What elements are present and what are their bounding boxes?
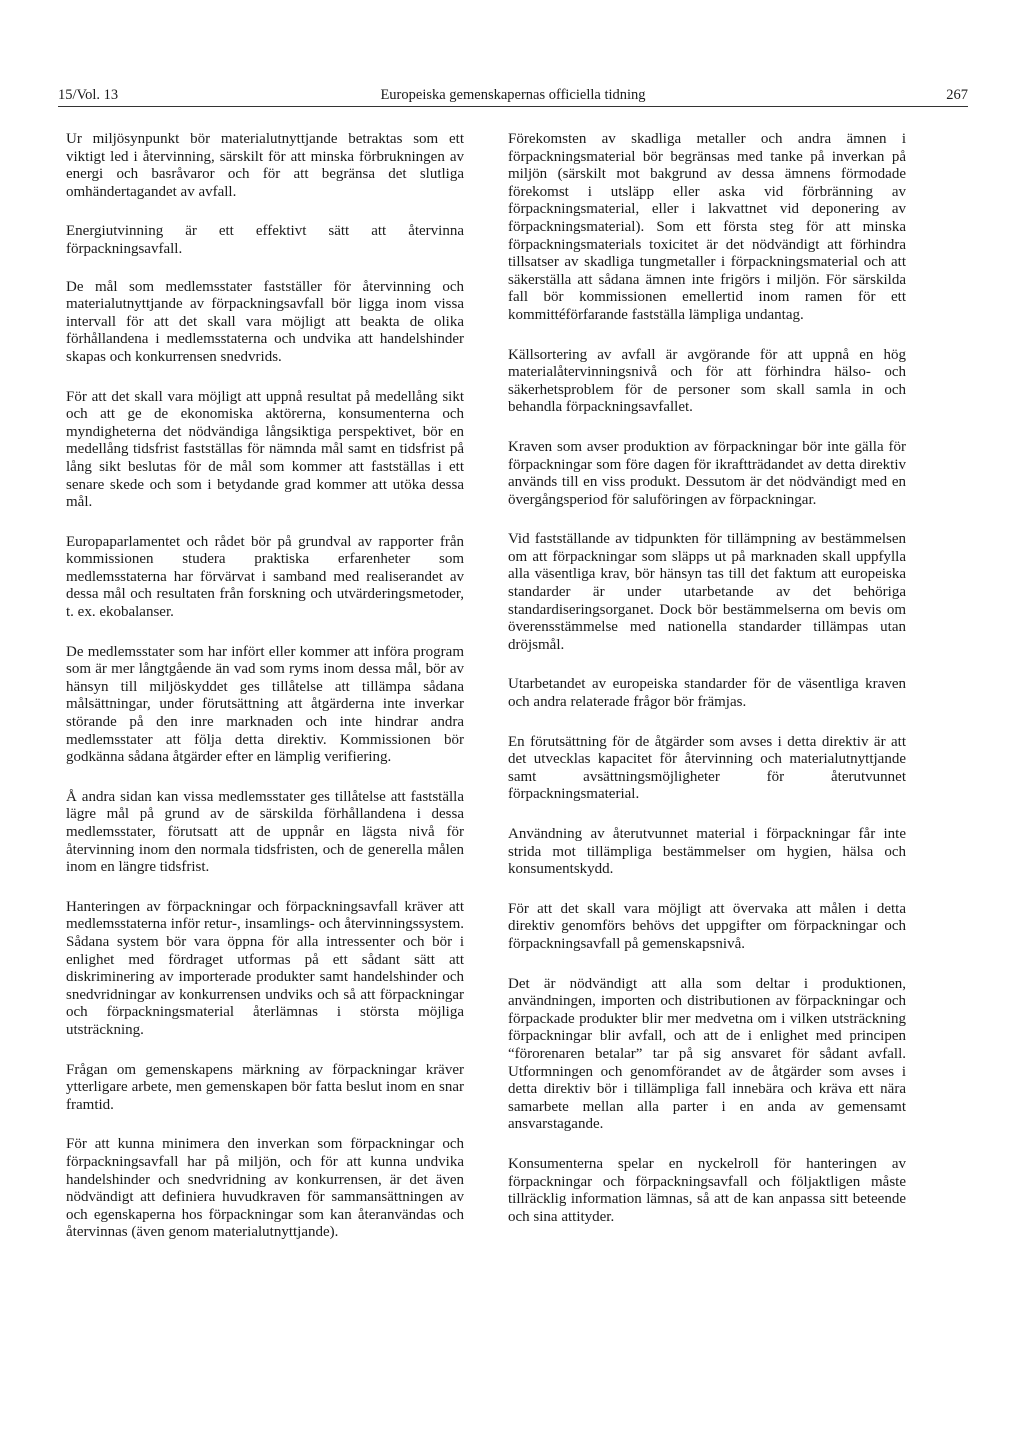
- journal-title: Europeiska gemenskapernas officiella tidning: [380, 87, 646, 103]
- paragraph: Hanteringen av förpackningar och förpackningsavfall kräver att medlemsstaterna inför retur-, insamlings- och återvinningssystem. Sådana system bör vara öppna för alla intressenter och bör i enlighet med fördraget utformas på ett sådant sätt att diskriminering av importerade produkter samt handelshinder och snedvridningar av konkurrensen undviks och så att förpackningar och förpackningsmaterial återlämnas i största möjliga utsträckning.: [66, 898, 464, 1038]
- paragraph: De mål som medlemsstater fastställer för återvinning och materialutnyttjande av förpackningsavfall bör ligga inom vissa intervall för att det skall vara möjligt att beakta de olika förhållandena i medlemsstaterna och undvika att handelshinder skapas och konkurrensen snedvrids.: [66, 278, 464, 365]
- paragraph: Förekomsten av skadliga metaller och andra ämnen i förpackningsmaterial bör begränsas med tanke på inverkan på miljön (särskilt mot bakgrund av dessa ämnens förmodade förekomst i utsläpp eller aska vid förbränning av förpackningsmaterial, eller i lakvattnet vid deponering av förpackningsmaterial). Som ett första steg för att minska förpackningsmaterials toxicitet är det nödvändigt att förhindra tillsatser av skadliga tungmetaller i förpackningsmaterial och att säkerställa att sådana ämnen inte frigörs i miljön. För särskilda fall bör kommissionen emellertid inom ramen för ett kommittéförfarande fastställa lämpliga undantag.: [508, 131, 906, 323]
- paragraph: De medlemsstater som har infört eller kommer att införa program som är mer långtgående än vad som ryms inom dessa mål, bör av hänsyn till miljöskyddet ges tillåtelse att tillämpa sådana målsättningar, under förutsättning att åtgärderna inte inverkar störande på den inre marknaden och inte hindrar andra medlemsstater att följa detta direktiv. Kommissionen bör godkänna sådana åtgärder efter en lämplig verifiering.: [66, 643, 464, 766]
- right-column: [508, 131, 906, 1248]
- paragraph: Vid fastställande av tidpunkten för tillämpning av bestämmelsen om att förpackningar som släpps ut på marknaden skall uppfylla alla väsentliga krav, bör hänsyn tas till det faktum att europeiska standarder är under utarbetande av det behöriga standardiseringsorganet. Dock bör bestämmelserna om bevis om överensstämmelse med nationella standarder tillämpas utan dröjsmål.: [508, 531, 906, 653]
- paragraph: Ur miljösynpunkt bör materialutnyttjande betraktas som ett viktigt led i återvinning, särskilt för att minska förbrukningen av energi och basråvaror och för att begränsa det slutliga omhändertagandet av avfall.: [66, 131, 464, 200]
- paragraph: Frågan om gemenskapens märkning av förpackningar kräver ytterligare arbete, men gemenskapen bör fatta beslut inom en snar framtid.: [66, 1061, 464, 1113]
- paragraph: Å andra sidan kan vissa medlemsstater ges tillåtelse att fastställa lägre mål på grund av de särskilda förhållandena i dessa medlemsstater, förutsatt att de uppnår en lägsta nivå för återvinning inom den normala tidsfristen, och de generella målen inom en längre tidsfrist.: [66, 788, 464, 876]
- paragraph: Det är nödvändigt att alla som deltar i produktionen, användningen, importen och distributionen av förpackningar och förpackade produkter blir mer medvetna om i vilken utsträckning förpackningar blir avfall, och att de i enlighet med principen “förorenaren betalar” tar på sig ansvaret för sådant avfall. Utformningen och genomförandet av de åtgärder som avses i detta direktiv bör i tillämpliga fall innebära och kräva ett nära samarbete mellan alla parter i en anda av gemensamt ansvarstagande.: [508, 975, 906, 1133]
- header-rule: [58, 106, 968, 107]
- paragraph: Användning av återutvunnet material i förpackningar får inte strida mot tillämpliga bestämmelser om hygien, hälsa och konsumentskydd.: [508, 826, 906, 878]
- page-header: [58, 86, 968, 108]
- paragraph: För att det skall vara möjligt att övervaka att målen i detta direktiv genomförs behövs det uppgifter om förpackningar och förpackningsavfall på gemenskapsnivå.: [508, 900, 906, 952]
- paragraph: Kraven som avser produktion av förpackningar bör inte gälla för förpackningar som före dagen för ikraftträdandet av detta direktiv används till en viss produkt. Dessutom är det nödvändigt med en övergångsperiod för saluföringen av förpackningar.: [508, 438, 906, 508]
- paragraph: Konsumenterna spelar en nyckelroll för hanteringen av förpackningar och förpackningsavfall och följaktligen måste tillräcklig information lämnas, så att de kan anpassa sitt beteende och sina attityder.: [508, 1155, 906, 1225]
- paragraph: För att kunna minimera den inverkan som förpackningar och förpackningsavfall har på miljön, och för att kunna undvika handelshinder och snedvridning av konkurrensen, är det även nödvändigt att definiera huvudkraven för sammansättningen av och egenskaperna hos förpackningar som kan återanvändas och återvinnas (även genom materialutnyttjande).: [66, 1136, 464, 1241]
- paragraph: Energiutvinning är ett effektivt sätt att återvinna förpackningsavfall.: [66, 223, 464, 257]
- paragraph: Källsortering av avfall är avgörande för att uppnå en hög materialåtervinningsnivå och för att förhindra hälso- och säkerhetsproblem för de personer som skall samla in och behandla förpackningsavfallet.: [508, 346, 906, 416]
- left-column: [66, 131, 464, 1264]
- paragraph: För att det skall vara möjligt att uppnå resultat på medellång sikt och att ge de ekonomiska aktörerna, konsumenterna och myndigheterna det nödvändiga långsiktiga perspektivet, bör en medellång tidsfrist fastställas för nämnda mål samt en tidsfrist på lång sikt beslutas för de mål som kommer att fastställas i ett senare skede och som i betydande grad kommer att utöka dessa mål.: [66, 388, 464, 511]
- paragraph: Europaparlamentet och rådet bör på grundval av rapporter från kommissionen studera praktiska erfarenheter som medlemsstaterna har förvärvat i samband med realiserandet av dessa mål och resultaten från forskning och utvärderingsmetoder, t. ex. ekobalanser.: [66, 533, 464, 621]
- paragraph: Utarbetandet av europeiska standarder för de väsentliga kraven och andra relaterade frågor bör främjas.: [508, 676, 906, 711]
- paragraph: En förutsättning för de åtgärder som avses i detta direktiv är att det utvecklas kapacitet för återvinning och materialutnyttjande samt avsättningsmöjligheter för återutvunnet förpackningsmaterial.: [508, 733, 906, 803]
- page-number: 267: [946, 87, 968, 103]
- page-reference: 15/Vol. 13: [58, 87, 119, 103]
